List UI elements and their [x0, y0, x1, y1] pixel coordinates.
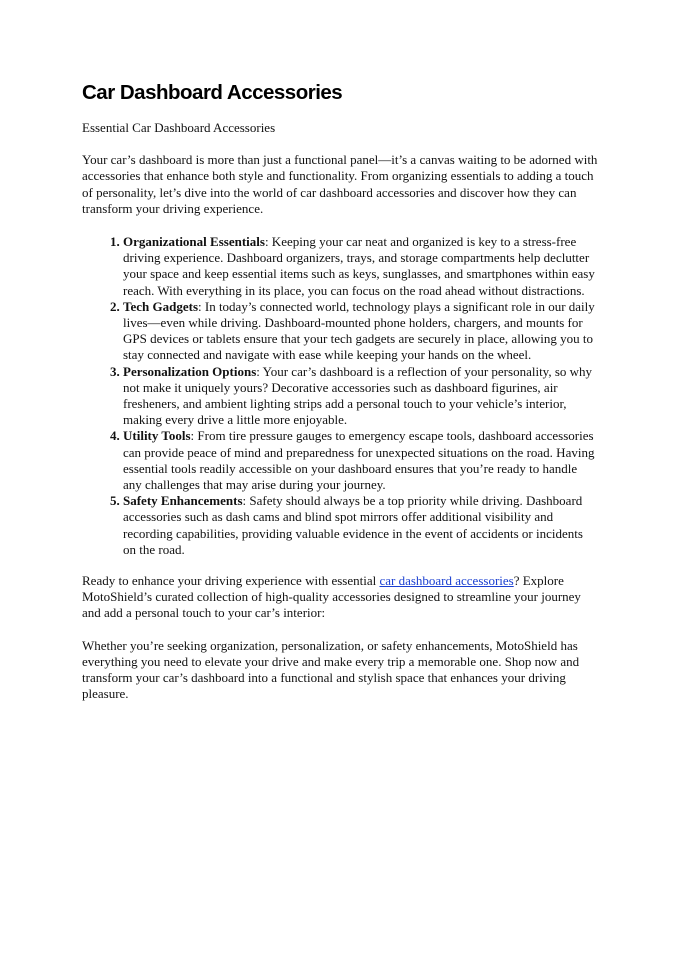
document-page	[82, 80, 598, 703]
list-item-name: Organizational Essentials	[123, 234, 265, 250]
list-item-text: : Safety should always be a top priority while driving. Dashboard accessories such as dash cams and blind spot mirrors offer additional visibility and recording capabilities, providing valuable evidence in the event of accidents or incidents on the road.	[123, 493, 583, 557]
list-item	[123, 234, 598, 299]
list-item-text: : Keeping your car neat and organized is key to a stress-free driving experience. Dashboard organizers, trays, and storage compartments help declutter your space and keep essential items such as keys, sunglasses, and smartphones within easy reach. With everything in its place, you can focus on the road ahead without distractions.	[123, 234, 595, 298]
list-item	[123, 493, 598, 558]
page-title: Car Dashboard Accessories	[82, 81, 343, 104]
list-item-text: : Your car’s dashboard is a reflection of your personality, so why not make it uniquely yours? Decorative accessories such as dashboard figurines, air fresheners, and ambient lighting strips add a personal touch to your vehicle’s interior, making every drive a little more enjoyable.	[123, 363, 593, 428]
intro-paragraph: Your car’s dashboard is more than just a functional panel—it’s a canvas waiting to be adorned with accessories that enhance both style and functionality. From organizing essentials to adding a touch of personality, let’s dive into the world of car dashboard accessories and discover how they can transform your driving experience.	[82, 152, 598, 216]
list-item	[123, 428, 598, 493]
list-item-name: Safety Enhancements	[123, 493, 243, 509]
list-item-text: : From tire pressure gauges to emergency escape tools, dashboard accessories can provide peace of mind and preparedness for unexpected situations on the road. Having essential tools readily accessible on your dashboard ensures that you’re ready to handle any challenges that may arise during your journey.	[123, 428, 595, 493]
cta-paragraph	[82, 573, 598, 622]
list-item-name: Tech Gadgets	[123, 298, 198, 314]
car-dashboard-accessories-link[interactable]: car dashboard accessories	[379, 573, 514, 589]
subtitle: Essential Car Dashboard Accessories	[82, 120, 276, 135]
list-item-name: Utility Tools	[123, 428, 191, 444]
list-item	[123, 364, 598, 429]
cta-text-before: Ready to enhance your driving experience with essential	[82, 573, 380, 589]
cta-text-after: ? Explore MotoShield’s curated collection of high-quality accessories designed to streamline your journey and add a personal touch to your car’s interior:	[82, 573, 581, 621]
list-item-text: : In today’s connected world, technology plays a significant role in our daily lives—even while driving. Dashboard-mounted phone holders, chargers, and mounts for GPS devices or tablets ensure that your tech gadgets are securely in place, allowing you to stay connected and navigate with ease while keeping your hands on the wheel.	[123, 298, 595, 363]
list-item	[123, 299, 598, 364]
closing-paragraph: Whether you’re seeking organization, personalization, or safety enhancements, MotoShield has everything you need to elevate your drive and make every trip a memorable one. Shop now and transform your car’s dashboard into a functional and stylish space that enhances your driving pleasure.	[82, 637, 580, 702]
accessories-list	[82, 234, 598, 558]
list-item-name: Personalization Options	[123, 363, 257, 379]
